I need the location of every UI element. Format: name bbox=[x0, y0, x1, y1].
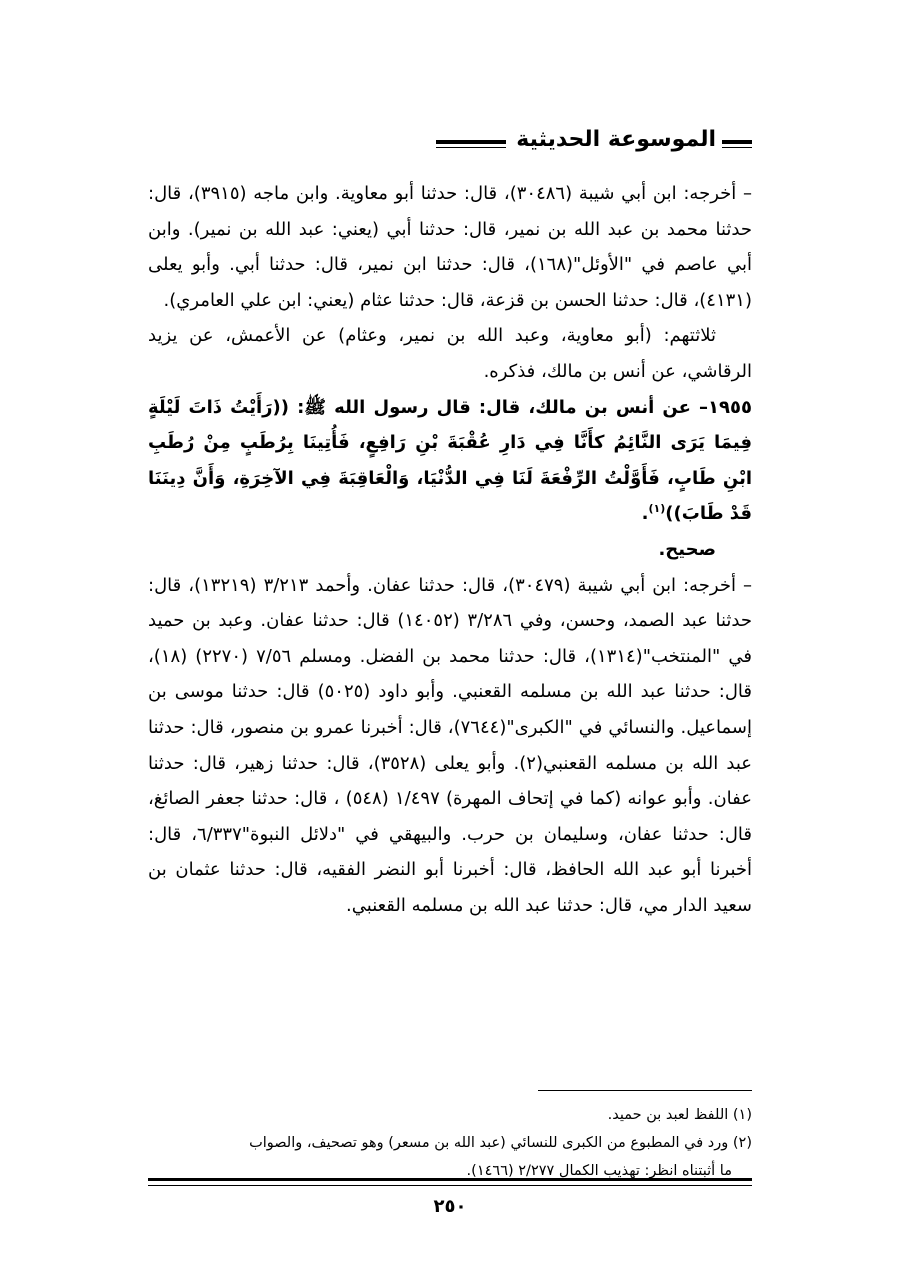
footnote-2-line-1: (٢) ورد في المطبوع من الكبرى للنسائي (عبد الله بن مسعر) وهو تصحيف، والصواب bbox=[249, 1135, 752, 1151]
hadith-1955 bbox=[148, 390, 752, 532]
takhrij-paragraph-2 bbox=[148, 568, 752, 924]
chain-summary-paragraph: ثلاثتهم: (أبو معاوية، وعبد الله بن نمير، وعثام) عن الأعمش، عن يزيد الرقاشي، عن أنس بن مالك، فذكره. bbox=[148, 325, 752, 382]
page bbox=[148, 118, 752, 1238]
footnote-1: (١) اللفظ لعبد بن حميد. bbox=[607, 1107, 752, 1123]
takhrij-2-part-2: . وأبو يعلى (٣٥٢٨)، قال: حدثنا زهير، قال: حدثنا عفان. وأبو عوانه (كما في إتحاف المهرة) ١/٤٩٧ (٥٤٨) ، قال: حدثنا جعفر الصائغ، قال: حدثنا عفان، وسليمان بن حرب. والبيهقي في "دلائل النبوة"٦/٣٣٧، قال: أخبرنا أبو عبد الله الحافظ، قال: أخبرنا أبو النضر الفقيه، قال: حدثنا عثمان بن سعيد الدار مي، قال: حدثنا عبد الله بن مسلمه القعنبي. bbox=[148, 752, 753, 916]
takhrij-paragraph-1: – أخرجه: ابن أبي شيبة (٣٠٤٨٦)، قال: حدثنا أبو معاوية. وابن ماجه (٣٩١٥)، قال: حدثنا محمد بن عبد الله بن نمير، قال: حدثنا أبي (يعني: عبد الله بن نمير). وابن أبي عاصم في "الأوئل"(١٦٨)، قال: حدثنا ابن نمير، قال: حدثنا أبي. وأبو يعلى (٤١٣١)، قال: حدثنا الحسن بن قزعة، قال: حدثنا عثام (يعني: ابن علي العامري). bbox=[148, 183, 753, 311]
hadith-end: . bbox=[641, 503, 649, 525]
footnote-ref-1[interactable]: (١) bbox=[648, 502, 666, 516]
footnotes bbox=[148, 1101, 752, 1185]
grading-sahih: صحيح. bbox=[658, 538, 716, 560]
footnote-separator bbox=[538, 1090, 752, 1091]
footnote-2-line-2: ما أثبتناه انظر: تهذيب الكمال ٢/٢٧٧ (١٤٦٦). bbox=[466, 1163, 732, 1179]
header-rule-left bbox=[436, 140, 506, 148]
main-text bbox=[148, 176, 752, 923]
page-number: ٢٥٠ bbox=[433, 1196, 467, 1217]
bottom-rule-thick bbox=[148, 1178, 752, 1181]
header-rule-right bbox=[722, 140, 752, 148]
bottom-rule-thin bbox=[148, 1185, 752, 1186]
footnote-ref-2[interactable]: (٢) bbox=[519, 752, 543, 774]
hadith-text: ١٩٥٥– عن أنس بن مالك، قال: قال رسول الله ﷺ: ((رَأَيْتُ ذَاتَ لَيْلَةٍ فِيمَا يَرَى النَّائِمُ كأَنَّا فِي دَارِ عُقْبَةَ بْنِ رَافِعٍ، فَأُتِينَا بِرُطَبٍ مِنْ رُطَبِ ابْنِ طَابٍ، فَأَوَّلْتُ الرِّفْعَةَ لَنَا فِي الدُّنْيَا، وَالْعَاقِبَةَ فِي الآخِرَةِ، وَأَنَّ دِينَنَا قَدْ طَابَ)) bbox=[148, 396, 752, 525]
takhrij-2-part-1: – أخرجه: ابن أبي شيبة (٣٠٤٧٩)، قال: حدثنا عفان. وأحمد ٣/٢١٣ (١٣٢١٩)، قال: حدثنا عبد الصمد، وحسن، وفي ٣/٢٨٦ (١٤٠٥٢) قال: حدثنا عفان. وعبد بن حميد في "المنتخب"(١٣١٤)، قال: حدثنا محمد بن الفضل. ومسلم ٧/٥٦ (٢٢٧٠) (١٨)، قال: حدثنا عبد الله بن مسلمه القعنبي. وأبو داود (٥٠٢٥) قال: حدثنا موسى بن إسماعيل. والنسائي في "الكبرى"(٧٦٤٤)، قال: أخبرنا عمرو بن منصور، قال: حدثنا عبد الله بن مسلمه القعنبي bbox=[148, 574, 753, 774]
running-header bbox=[148, 118, 752, 162]
header-title: الموسوعة الحديثية bbox=[516, 127, 716, 152]
